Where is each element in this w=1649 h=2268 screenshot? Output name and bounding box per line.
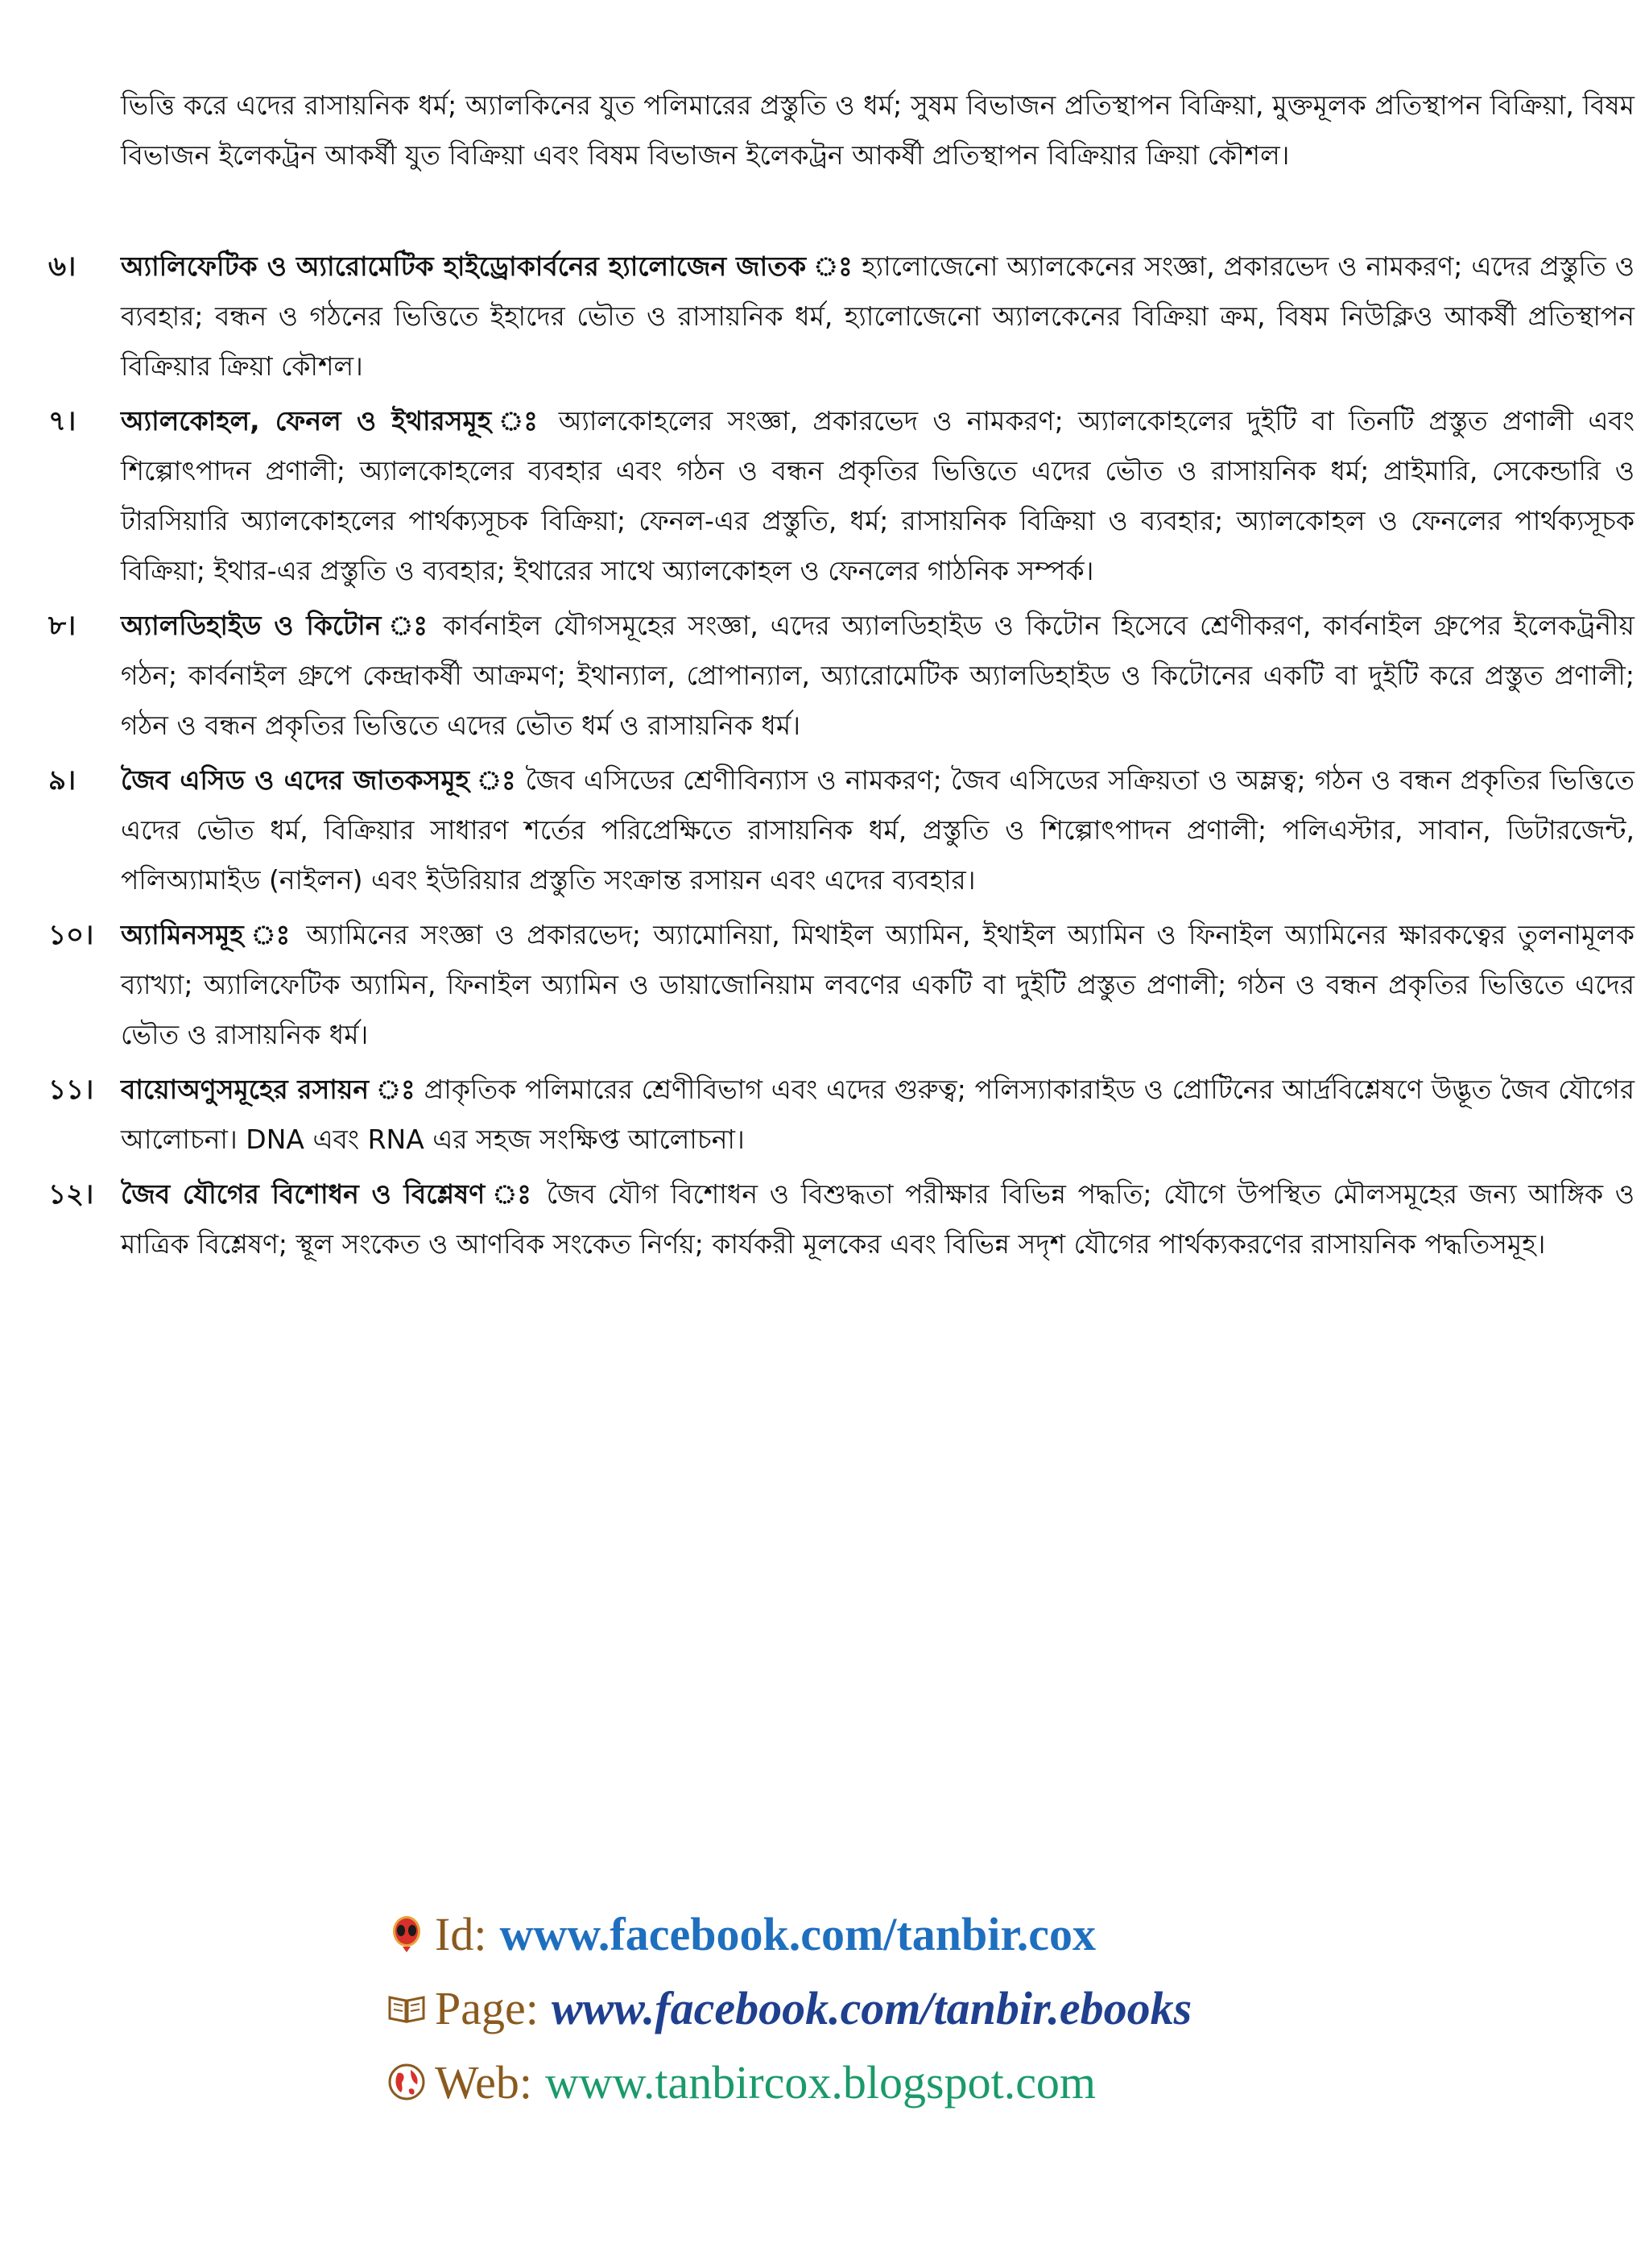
section-body: অ্যালকোহলের সংজ্ঞা, প্রকারভেদ ও নামকরণ; অ্যালকোহলের দুইটি বা তিনটি প্রস্তুত প্রণালী এবং শিল্পোৎপাদন প্রণালী; অ্যালকোহলের ব্যবহার এবং গঠন ও বন্ধন প্রকৃতির ভিত্তিতে এদের ভৌত ও রাসায়নিক ধর্ম; প্রাইমারি, সেকেন্ডারি ও টারসিয়ারি অ্যালকোহলের পার্থক্যসূচক বিক্রিয়া; ফেনল-এর প্রস্তুতি, ধর্ম; রাসায়নিক বিক্রিয়া ও ব্যবহার; অ্যালকোহল ও ফেনলের পার্থক্যসূচক বিক্রিয়া; ইথার-এর প্রস্তুতি ও ব্যবহার; ইথারের সাথে অ্যালকোহল ও ফেনলের গাঠনিক সম্পর্ক। [121,405,1635,586]
syllabus-sections [48,242,1635,1274]
footer-id-label: Id: [435,1907,487,1960]
section-heading: বায়োঅণুসমূহের রসায়ন ঃ [121,1074,415,1105]
section-text [121,601,1635,751]
footer-page-label: Page: [435,1981,539,2034]
alien-icon [386,1914,427,1954]
globe-icon [386,2062,427,2102]
section-number: ৮। [48,610,76,642]
footer-web-label: Web: [435,2055,532,2109]
facebook-page-link[interactable]: www.facebook.com/tanbir.ebooks [551,1981,1192,2034]
footer-page-line [386,1971,1594,2045]
section-body: প্রাকৃতিক পলিমারের শ্রেণীবিভাগ এবং এদের গুরুত্ব; পলিস্যাকারাইড ও প্রোটিনের আর্দ্রবিশ্লেষণে উদ্ভূত জৈব যৌগের আলোচনা। DNA এবং RNA এর সহজ সংক্ষিপ্ত আলোচনা। [121,1074,1635,1155]
syllabus-section [48,755,1635,905]
footer-id-line [386,1897,1594,1971]
section-body: হ্যালোজেনো অ্যালকেনের সংজ্ঞা, প্রকারভেদ ও নামকরণ; এদের প্রস্তুতি ও ব্যবহার; বন্ধন ও গঠনের ভিত্তিতে ইহাদের ভৌত ও রাসায়নিক ধর্ম, হ্যালোজেনো অ্যালকেনের বিক্রিয়া ক্রম, বিষম নিউক্লিও আকর্ষী প্রতিস্থাপন বিক্রিয়ার ক্রিয়া কৌশল। [121,250,1635,382]
book-icon [386,1988,427,2028]
syllabus-section [48,1065,1635,1165]
section-body: কার্বনাইল যৌগসমূহের সংজ্ঞা, এদের অ্যালডিহাইড ও কিটোন হিসেবে শ্রেণীকরণ, কার্বনাইল গ্রুপের ইলেকট্রনীয় গঠন; কার্বনাইল গ্রুপে কেন্দ্রাকর্ষী আক্রমণ; ইথান্যাল, প্রোপান্যাল, অ্যারোমেটিক অ্যালডিহাইড ও কিটোনের একটি বা দুইটি করে প্রস্তুত প্রণালী; গঠন ও বন্ধন প্রকৃতির ভিত্তিতে এদের ভৌত ধর্ম ও রাসায়নিক ধর্ম। [121,610,1635,741]
section-number: ১২। [48,1178,94,1211]
syllabus-section [48,242,1635,391]
section-text [121,242,1635,391]
section-number: ৬। [48,250,76,283]
syllabus-section [48,396,1635,596]
section-body: জৈব এসিডের শ্রেণীবিন্যাস ও নামকরণ; জৈব এসিডের সক্রিয়তা ও অম্লত্ব; গঠন ও বন্ধন প্রকৃতির ভিত্তিতে এদের ভৌত ধর্ম, বিক্রিয়ার সাধারণ শর্তের পরিপ্রেক্ষিতে রাসায়নিক ধর্ম, প্রস্তুতি ও শিল্পোৎপাদন প্রণালী; পলিএস্টার, সাবান, ডিটারজেন্ট, পলিঅ্যামাইড (নাইলন) এবং ইউরিয়ার প্রস্তুতি সংক্রান্ত রসায়ন এবং এদের ব্যবহার। [121,764,1635,896]
syllabus-section [48,1169,1635,1269]
syllabus-section [48,910,1635,1060]
section-number: ১০। [48,919,94,951]
section-heading: অ্যামিনসমূহ ঃ [121,919,295,950]
section-heading: অ্যালকোহল, ফেনল ও ইথারসমূহ ঃ [121,405,544,437]
section-heading: জৈব এসিড ও এদের জাতকসমূহ ঃ [121,764,517,796]
section-text [121,755,1635,905]
section-heading: অ্যালডিহাইড ও কিটোন ঃ [121,610,432,641]
section-text [121,396,1635,596]
section-text [121,910,1635,1060]
section-heading: জৈব যৌগের বিশোধন ও বিশ্লেষণ ঃ [121,1178,535,1210]
section-body: জৈব যৌগ বিশোধন ও বিশুদ্ধতা পরীক্ষার বিভিন্ন পদ্ধতি; যৌগে উপস্থিত মৌলসমূহের জন্য আঙ্গিক ও মাত্রিক বিশ্লেষণ; স্থূল সংকেত ও আণবিক সংকেত নির্ণয়; কার্যকরী মূলকের এবং বিভিন্ন সদৃশ যৌগের পার্থক্যকরণের রাসায়নিক পদ্ধতিসমূহ। [121,1178,1635,1260]
section-body: অ্যামিনের সংজ্ঞা ও প্রকারভেদ; অ্যামোনিয়া, মিথাইল অ্যামিন, ইথাইল অ্যামিন ও ফিনাইল অ্যামিনের ক্ষারকত্বের তুলনামূলক ব্যাখ্যা; অ্যালিফেটিক অ্যামিন, ফিনাইল অ্যামিন ও ডায়াজোনিয়াম লবণের একটি বা দুইটি প্রস্তুত প্রণালী; গঠন ও বন্ধন প্রকৃতির ভিত্তিতে এদের ভৌত ও রাসায়নিক ধর্ম। [121,919,1635,1050]
section-text [121,1065,1635,1165]
syllabus-section [48,601,1635,751]
continuation-paragraph: ভিত্তি করে এদের রাসায়নিক ধর্ম; অ্যালকিনের যুত পলিমারের প্রস্তুতি ও ধর্ম; সুষম বিভাজন প্রতিস্থাপন বিক্রিয়া, মুক্তমূলক প্রতিস্থাপন বিক্রিয়া, বিষম বিভাজন ইলেকট্রন আকর্ষী যুত বিক্রিয়া এবং বিষম বিভাজন ইলেকট্রন আকর্ষী প্রতিস্থাপন বিক্রিয়ার ক্রিয়া কৌশল। [121,89,1635,171]
footer-links [386,1897,1594,2119]
section-number: ৯। [48,764,76,797]
facebook-id-link[interactable]: www.facebook.com/tanbir.cox [499,1907,1096,1960]
blog-web-link[interactable]: www.tanbircox.blogspot.com [544,2055,1097,2109]
section-number: ৭। [48,405,76,437]
section-text [121,1169,1635,1269]
section-heading: অ্যালিফেটিক ও অ্যারোমেটিক হাইড্রোকার্বনের হ্যালোজেন জাতক ঃ [121,250,853,282]
section-number: ১১। [48,1074,94,1106]
footer-web-line [386,2045,1594,2119]
